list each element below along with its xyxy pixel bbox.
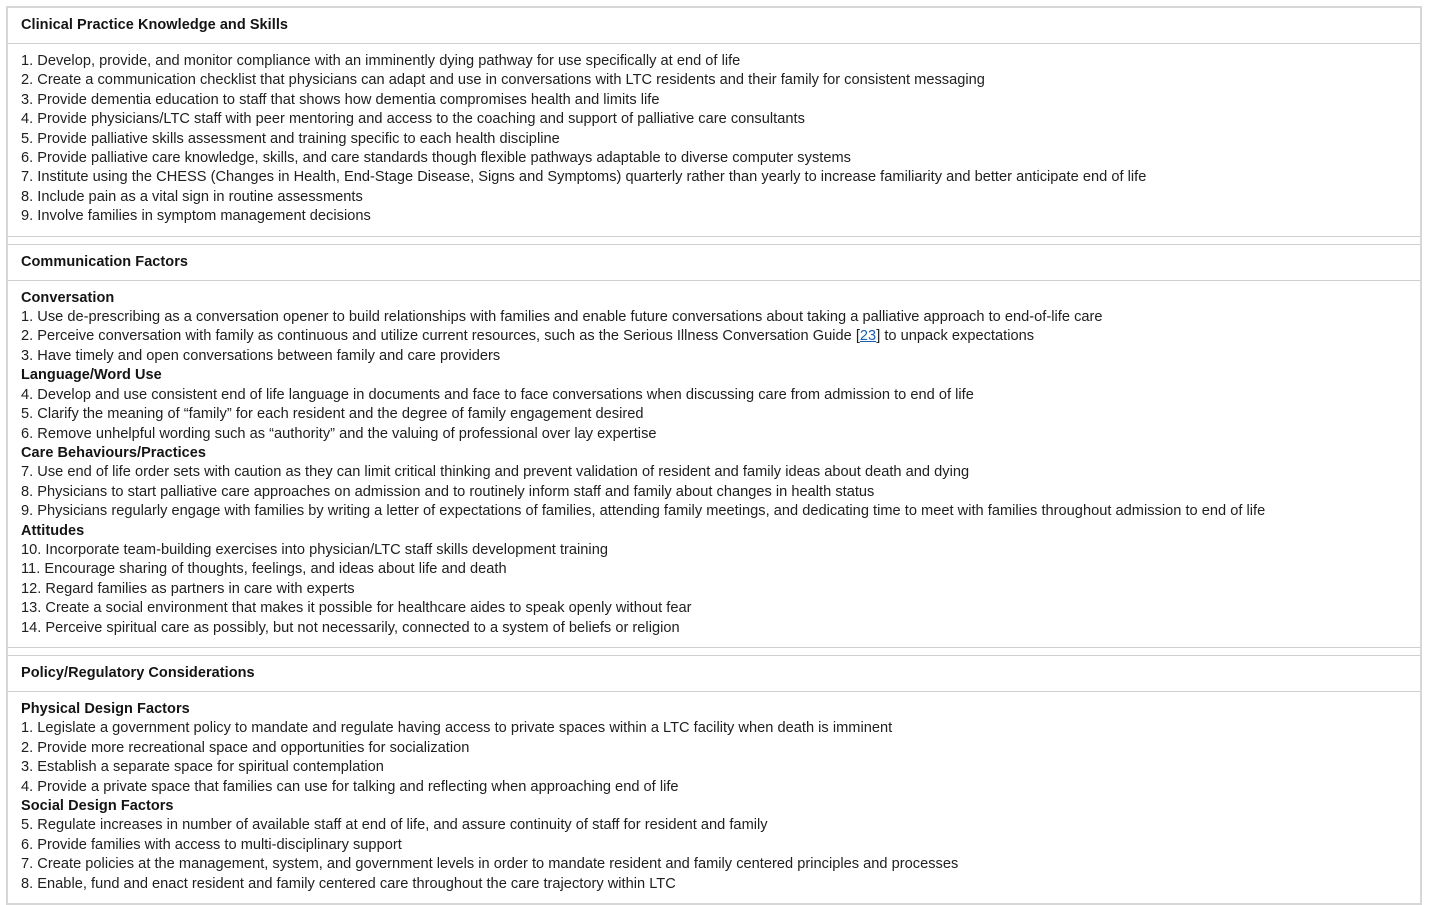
section-header-row bbox=[8, 244, 1420, 281]
section-spacer bbox=[8, 648, 1420, 655]
list-item: 9. Involve families in symptom management decisions bbox=[21, 208, 371, 225]
list-item: 3. Have timely and open conversations between family and care providers bbox=[21, 347, 501, 364]
list-item: 3. Provide dementia education to staff that shows how dementia compromises health and limits life bbox=[21, 91, 660, 108]
item-group bbox=[21, 797, 1406, 894]
group-subheading: Care Behaviours/Practices bbox=[21, 444, 207, 461]
list-item: 10. Incorporate team-building exercises into physician/LTC staff skills development training bbox=[21, 541, 608, 558]
item-group bbox=[21, 700, 1406, 797]
list-item: 4. Develop and use consistent end of life language in documents and face to face conversations when discussing care from admission to end of life bbox=[21, 386, 974, 403]
list-item: 3. Establish a separate space for spiritual contemplation bbox=[21, 759, 384, 776]
section-body-row bbox=[8, 281, 1420, 648]
list-item: 4. Provide a private space that families can use for talking and reflecting when approaching end of life bbox=[21, 778, 679, 795]
section-spacer-cell bbox=[8, 648, 1420, 655]
item-group bbox=[21, 366, 1406, 444]
section-title-clinical-practice: Clinical Practice Knowledge and Skills bbox=[21, 17, 289, 33]
list-item: 6. Provide families with access to multi-disciplinary support bbox=[21, 836, 402, 853]
section-body-cell bbox=[8, 44, 1420, 237]
list-item-text: 2. Perceive conversation with family as continuous and utilize current resources, such as the Serious Illness Conversation Guide [ bbox=[21, 328, 860, 345]
list-item: 14. Perceive spiritual care as possibly, but not necessarily, connected to a system of beliefs or religion bbox=[21, 619, 680, 636]
item-group bbox=[21, 52, 1406, 227]
section-header-cell bbox=[8, 655, 1420, 692]
list-item: 7. Create policies at the management, system, and government levels in order to mandate resident and family centered principles and processes bbox=[21, 856, 959, 873]
item-group bbox=[21, 289, 1406, 367]
list-item: 7. Use end of life order sets with caution as they can limit critical thinking and prevent validation of resident and family ideas about death and dying bbox=[21, 464, 970, 481]
list-item: 13. Create a social environment that makes it possible for healthcare aides to speak openly without fear bbox=[21, 600, 692, 617]
list-item: 5. Clarify the meaning of “family” for each resident and the degree of family engagement desired bbox=[21, 406, 644, 423]
section-body-cell bbox=[8, 281, 1420, 648]
section-spacer-cell bbox=[8, 237, 1420, 244]
group-subheading: Attitudes bbox=[21, 522, 85, 539]
recommendations-table bbox=[6, 6, 1422, 905]
list-item bbox=[21, 327, 1406, 346]
section-title-communication-factors: Communication Factors bbox=[21, 253, 189, 270]
section-header-cell bbox=[8, 244, 1420, 281]
list-item: 12. Regard families as partners in care with experts bbox=[21, 580, 355, 597]
item-group bbox=[21, 444, 1406, 522]
group-subheading: Social Design Factors bbox=[21, 798, 174, 814]
item-group bbox=[21, 522, 1406, 638]
list-item: 2. Provide more recreational space and opportunities for socialization bbox=[21, 739, 470, 756]
list-item: 4. Provide physicians/LTC staff with peer mentoring and access to the coaching and support of palliative care consultants bbox=[21, 111, 805, 128]
list-item: 8. Include pain as a vital sign in routine assessments bbox=[21, 188, 363, 205]
section-body-cell bbox=[8, 692, 1420, 903]
group-subheading: Language/Word Use bbox=[21, 367, 162, 384]
list-item-text-tail: ] to unpack expectations bbox=[876, 328, 1035, 345]
list-item: 5. Provide palliative skills assessment and training specific to each health discipline bbox=[21, 130, 560, 147]
list-item: 11. Encourage sharing of thoughts, feelings, and ideas about life and death bbox=[21, 561, 507, 578]
list-item: 8. Enable, fund and enact resident and family centered care throughout the care trajectory within LTC bbox=[21, 875, 676, 892]
section-body-row bbox=[8, 692, 1420, 903]
section-spacer bbox=[8, 237, 1420, 244]
list-item: 6. Remove unhelpful wording such as “authority” and the valuing of professional over lay expertise bbox=[21, 425, 657, 442]
list-item: 8. Physicians to start palliative care approaches on admission and to routinely inform staff and family about changes in health status bbox=[21, 483, 875, 500]
group-subheading: Physical Design Factors bbox=[21, 700, 190, 717]
list-item: 7. Institute using the CHESS (Changes in Health, End-Stage Disease, Signs and Symptoms) quarterly rather than yearly to increase familiarity and better anticipate end of life bbox=[21, 169, 1147, 186]
list-item: 5. Regulate increases in number of available staff at end of life, and assure continuity of staff for resident and family bbox=[21, 817, 768, 834]
section-body-row bbox=[8, 44, 1420, 237]
section-header-cell bbox=[8, 8, 1420, 44]
group-subheading: Conversation bbox=[21, 289, 115, 306]
list-item: 1. Use de-prescribing as a conversation opener to build relationships with families and enable future conversations about taking a palliative approach to end-of-life care bbox=[21, 309, 1103, 326]
list-item: 9. Physicians regularly engage with families by writing a letter of expectations of families, attending family meetings, and dedicating time to meet with families throughout admission to end of life bbox=[21, 503, 1266, 520]
citation-link-23[interactable]: 23 bbox=[859, 328, 877, 345]
list-item: 1. Develop, provide, and monitor compliance with an imminently dying pathway for use specifically at end of life bbox=[21, 53, 741, 69]
list-item: 2. Create a communication checklist that physicians can adapt and use in conversations with LTC residents and their family for consistent messaging bbox=[21, 72, 985, 89]
section-header-row bbox=[8, 655, 1420, 692]
list-item: 6. Provide palliative care knowledge, skills, and care standards though flexible pathways adaptable to diverse computer systems bbox=[21, 150, 851, 167]
list-item: 1. Legislate a government policy to mandate and regulate having access to private spaces within a LTC facility when death is imminent bbox=[21, 720, 893, 737]
section-title-policy-regulatory: Policy/Regulatory Considerations bbox=[21, 664, 255, 681]
section-header-row bbox=[8, 8, 1420, 44]
